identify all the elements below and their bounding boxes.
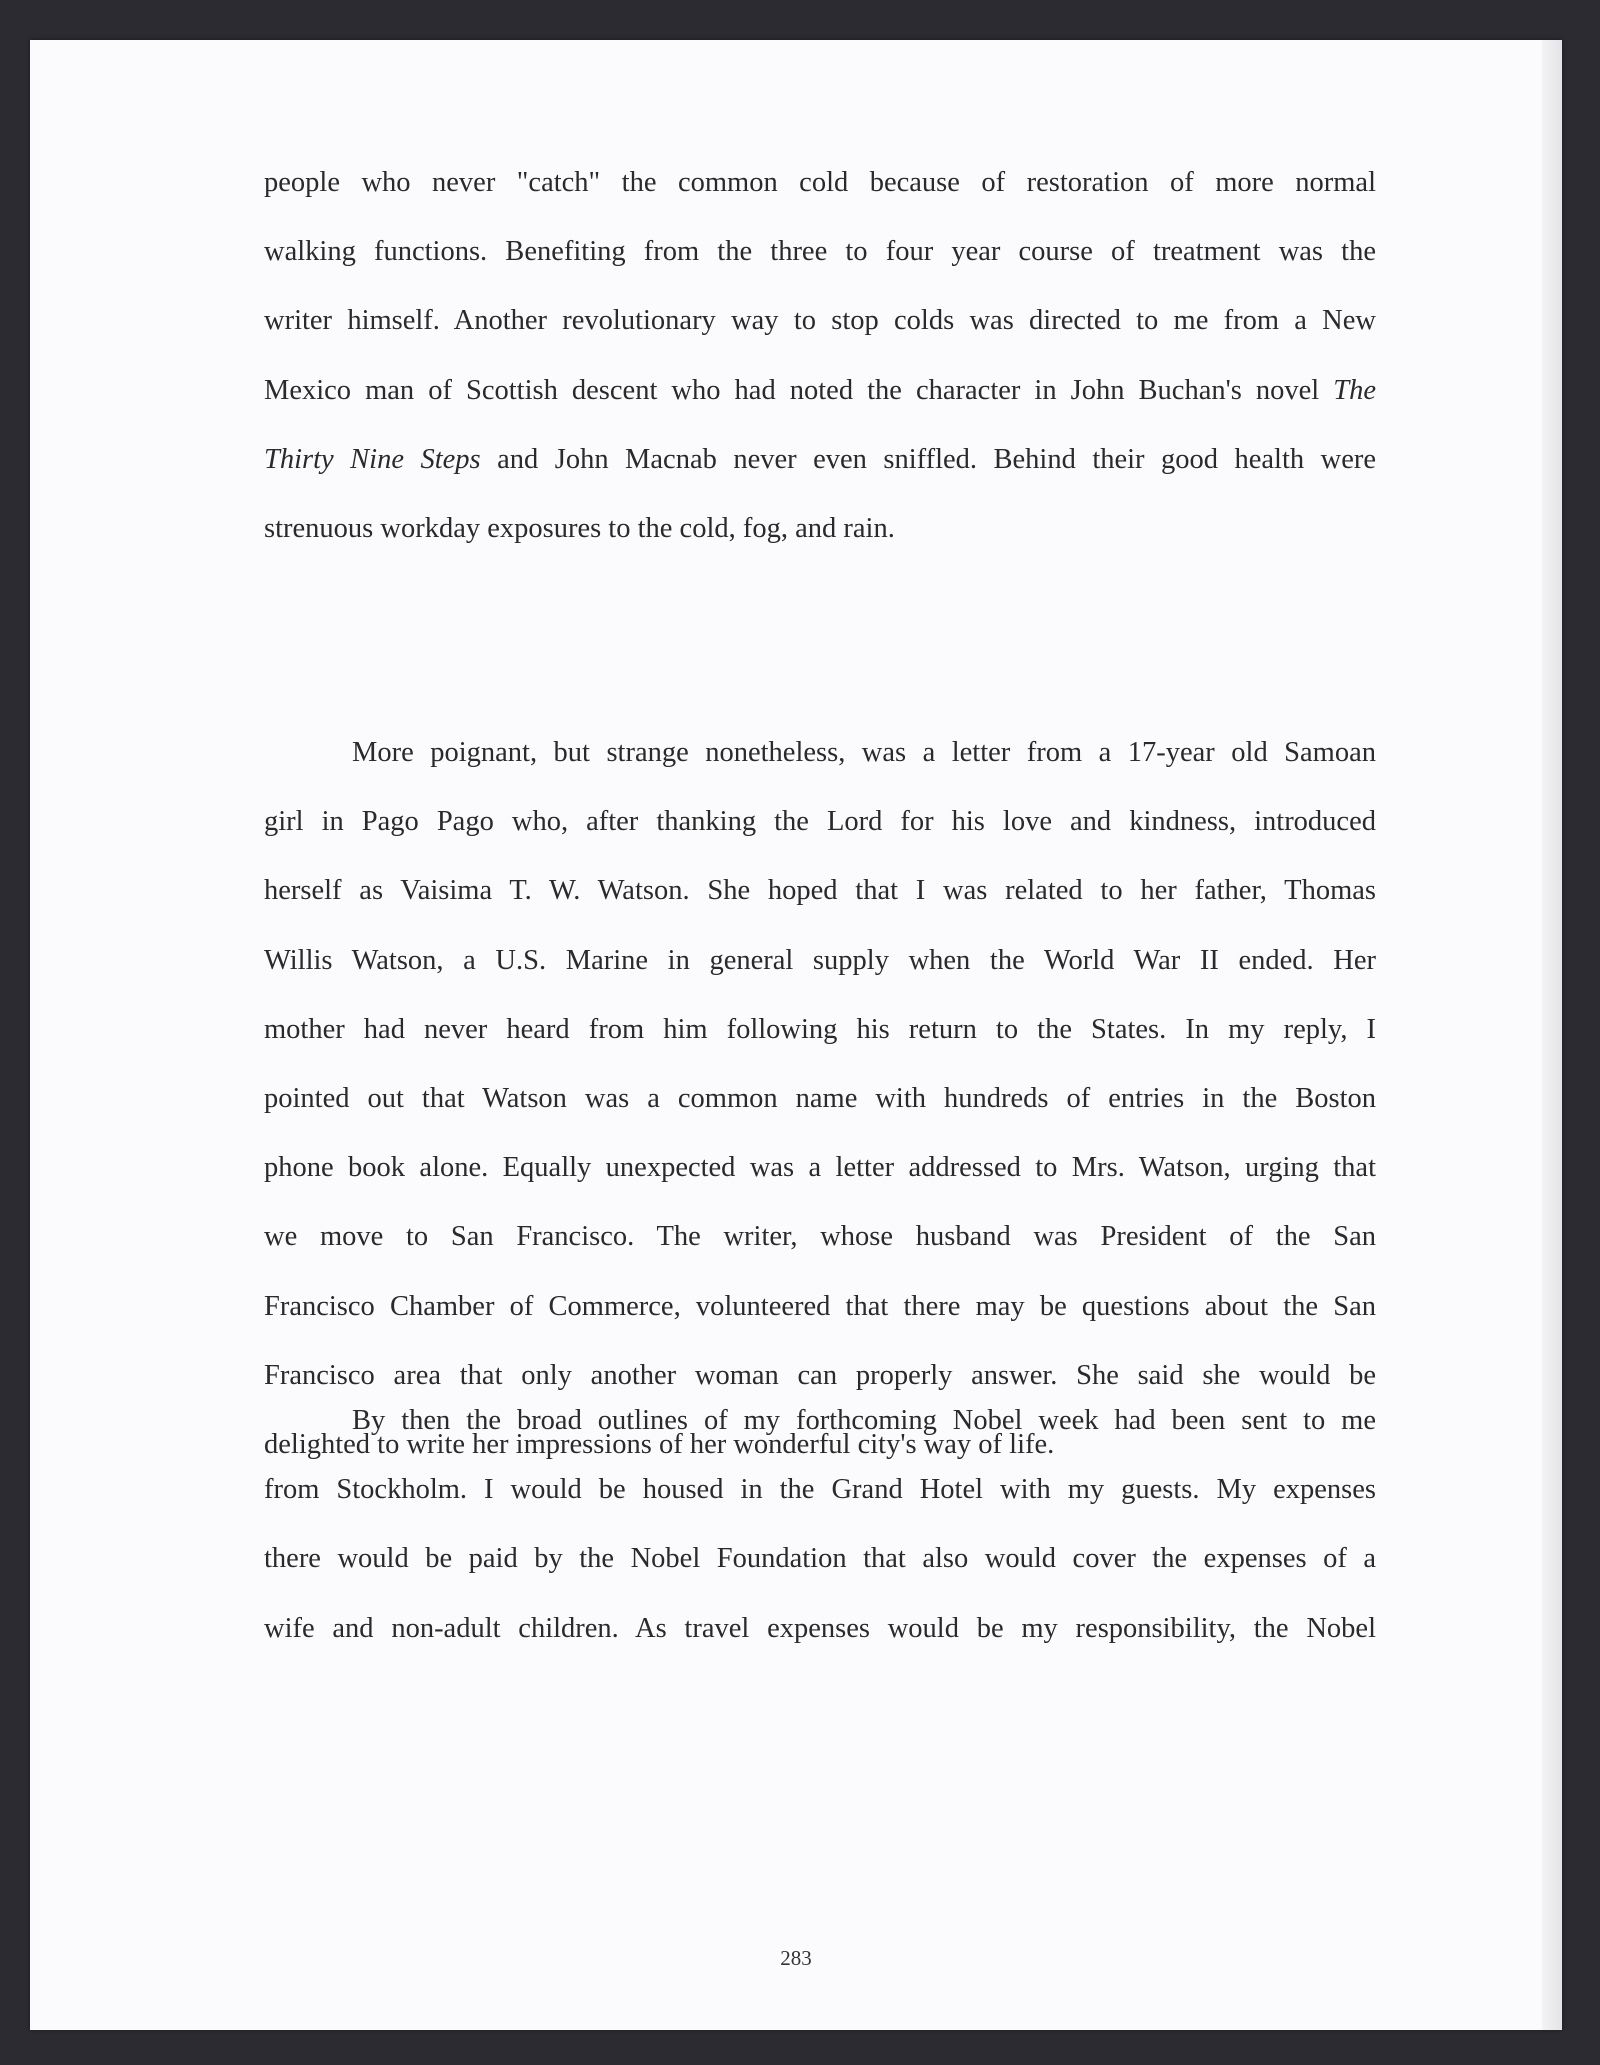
- text-line: [264, 443, 1376, 477]
- text-segment: Francisco area that only another woman can properly answer. She said she would be: [264, 1359, 1376, 1391]
- page-number: 283: [780, 1946, 812, 1970]
- text-segment: we move to San Francisco. The writer, whose husband was President of the San: [264, 1221, 1376, 1253]
- text-segment: girl in Pago Pago who, after thanking the Lord for his love and kindness, introduced: [264, 806, 1376, 838]
- text-line: [264, 944, 1376, 978]
- text-segment: delighted to write her impressions of her wonderful city's way of life.: [264, 1429, 1055, 1460]
- text-segment: pointed out that Watson was a common name with hundreds of entries in the Boston: [264, 1083, 1376, 1114]
- text-line: [264, 374, 1376, 408]
- text-segment: mother had never heard from him following his return to the States. In my reply, I: [264, 1013, 1376, 1045]
- text-segment: More poignant, but strange nonetheless, was a letter from a 17-year old Samoan: [352, 737, 1376, 768]
- text-line: [264, 1542, 1376, 1576]
- text-segment: strenuous workday exposures to the cold, fog, and rain.: [264, 513, 895, 544]
- text-line: [264, 805, 1376, 839]
- text-line: [352, 1404, 1376, 1438]
- text-segment: there would be paid by the Nobel Foundation that also would cover the expenses of a: [264, 1543, 1376, 1575]
- text-line: [264, 304, 1376, 338]
- text-line: [264, 1612, 1376, 1646]
- text-line: [264, 1151, 1376, 1185]
- italic-title: The: [1333, 374, 1376, 406]
- text-segment: Francisco Chamber of Commerce, volunteered that there may be questions about the San: [264, 1290, 1376, 1322]
- text-segment: phone book alone. Equally unexpected was a letter addressed to Mrs. Watson, urging that: [264, 1152, 1376, 1184]
- document-page: [30, 40, 1562, 2030]
- text-line: [264, 874, 1376, 908]
- text-line: [264, 1359, 1376, 1393]
- text-segment: writer himself. Another revolutionary way to stop colds was directed to me from a New: [264, 305, 1376, 337]
- text-line: [264, 512, 1376, 546]
- text-line: [264, 1220, 1376, 1254]
- text-line: [264, 166, 1376, 200]
- text-line: [352, 736, 1376, 770]
- text-line: [264, 235, 1376, 269]
- text-segment: wife and non-adult children. As travel expenses would be my responsibility, the Nobel: [264, 1612, 1376, 1644]
- italic-title: Thirty Nine Steps: [264, 443, 481, 475]
- text-segment: from Stockholm. I would be housed in the Grand Hotel with my guests. My expenses: [264, 1474, 1376, 1506]
- text-line: [264, 1013, 1376, 1047]
- text-segment: and John Macnab never even sniffled. Behind their good health were: [480, 443, 1376, 475]
- text-line: [264, 1290, 1376, 1324]
- text-line: [264, 1473, 1376, 1507]
- text-segment: people who never "catch" the common cold because of restoration of more normal: [264, 167, 1376, 198]
- text-segment: Willis Watson, a U.S. Marine in general supply when the World War II ended. Her: [264, 944, 1376, 976]
- text-line: [264, 1082, 1376, 1116]
- text-segment: herself as Vaisima T. W. Watson. She hoped that I was related to her father, Thomas: [264, 875, 1376, 907]
- text-segment: Mexico man of Scottish descent who had noted the character in John Buchan's novel: [264, 374, 1334, 406]
- text-segment: walking functions. Benefiting from the three to four year course of treatment was the: [264, 236, 1376, 268]
- text-segment: By then the broad outlines of my forthcoming Nobel week had been sent to me: [352, 1405, 1376, 1436]
- page-edge: [1542, 40, 1562, 2030]
